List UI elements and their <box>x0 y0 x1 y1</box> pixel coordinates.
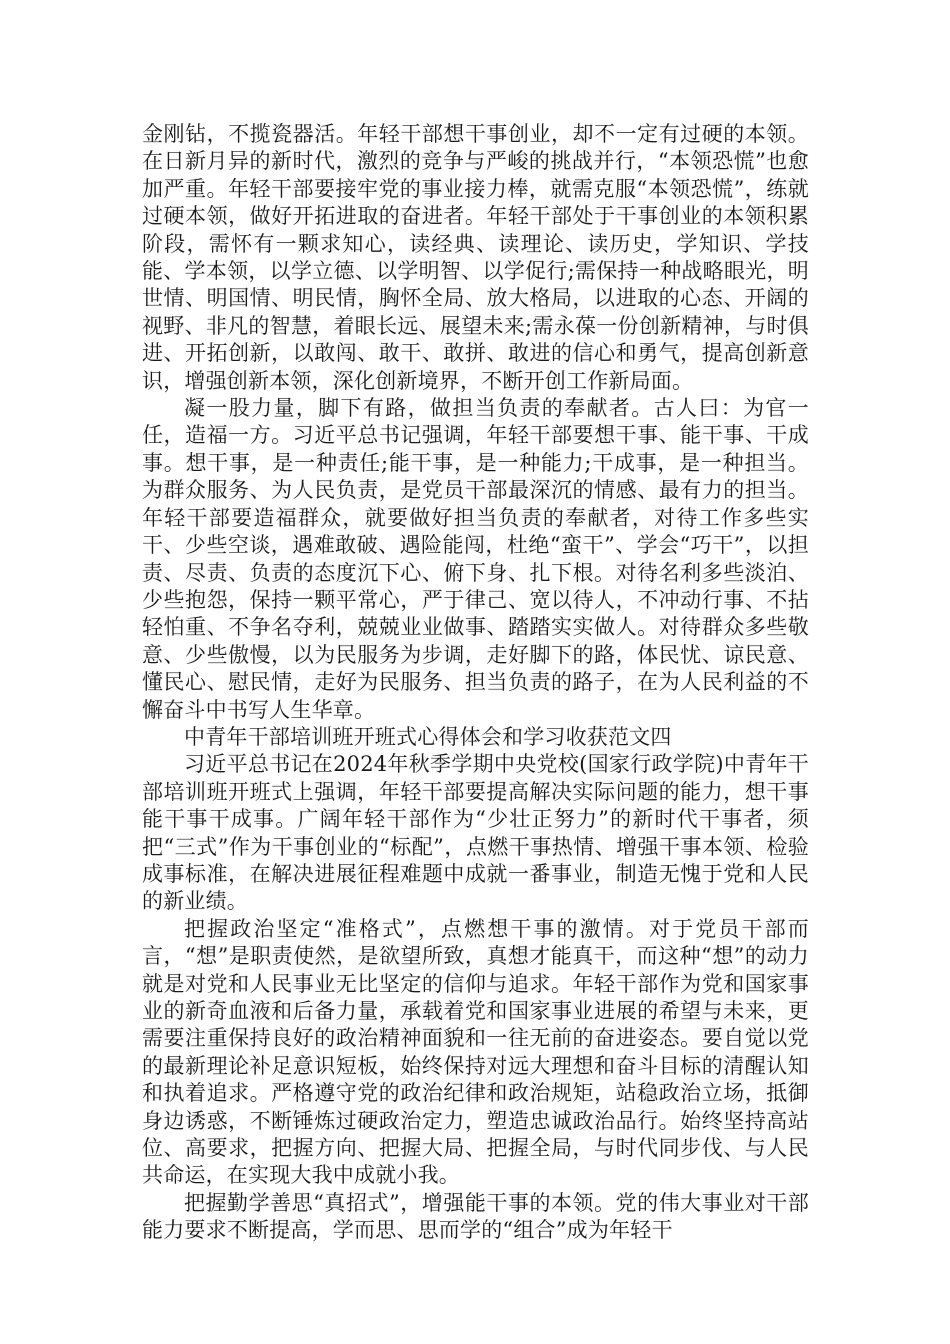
body-paragraph: 金刚钻，不揽瓷器活。年轻干部想干事创业，却不一定有过硬的本领。在日新月异的新时代，激烈的竞争与严峻的挑战并行，“本领恐慌”也愈加严重。年轻干部要接牢党的事业接力棒，就需克服“本领恐慌”，练就过硬本领，做好开拓进取的奋进者。年轻干部处于干事创业的本领积累阶段，需怀有一颗求知心，读经典、读理论、读历史，学知识、学技能、学本领，以学立德、以学明智、以学促行;需保持一种战略眼光，明世情、明国情、明民情，胸怀全局、放大格局，以进取的心态、开阔的视野、非凡的智慧，着眼长远、展望未来;需永葆一份创新精神，与时俱进、开拓创新，以敢闯、敢干、敢拼、敢进的信心和勇气，提高创新意识，增强创新本领，深化创新境界，不断开创工作新局面。 <box>142 122 809 393</box>
document-body <box>142 121 809 1245</box>
body-paragraph: 把握政治坚定“准格式”，点燃想干事的激情。对于党员干部而言，“想”是职责使然，是欲望所致，真想才能真干，而这种“想”的动力就是对党和人民事业无比坚定的信仰与追求。年轻干部作为党和国家事业的新奇血液和后备力量，承载着党和国家事业进展的希望与未来，更需要注重保持良好的政治精神面貌和一往无前的奋进姿态。要自觉以党的最新理论补足意识短板，始终保持对远大理想和奋斗目标的清醒认知和执着追求。严格遵守党的政治纪律和政治规矩，站稳政治立场，抵御身边诱惑，不断锤炼过硬政治定力，塑造忠诚政治品行。始终坚持高站位、高要求，把握方向、把握大局、把握全局，与时代同步伐、与人民共命运，在实现大我中成就小我。 <box>142 916 809 1188</box>
body-paragraph: 凝一股力量，脚下有路，做担当负责的奉献者。古人曰：为官一任，造福一方。习近平总书记强调，年轻干部要想干事、能干事、干成事。想干事，是一种责任;能干事，是一种能力;干成事，是一种担当。为群众服务、为人民负责，是党员干部最深沉的情感、最有力的担当。年轻干部要造福群众，就要做好担当负责的奉献者，对待工作多些实干、少些空谈，遇难敢破、遇险能闯，杜绝“蛮干”、学会“巧干”，以担责、尽责、负责的态度沉下心、俯下身、扎下根。对待名利多些淡泊、少些抱怨，保持一颗平常心，严于律己、宽以待人，不冲动行事、不拈轻怕重、不争名夺利，兢兢业业做事、踏踏实实做人。对待群众多些敬意、少些傲慢，以为民服务为步调，走好脚下的路，体民忧、谅民意、懂民心、慰民情，走好为民服务、担当负责的路子，在为人民利益的不懈奋斗中书写人生华章。 <box>142 396 809 722</box>
section-title: 中青年干部培训班开班式心得体会和学习收获范文四 <box>184 724 672 749</box>
body-paragraph: 把握勤学善思“真招式”，增强能干事的本领。党的伟大事业对干部能力要求不断提高，学而思、思而学的“组合”成为年轻干 <box>142 1190 809 1243</box>
body-paragraph: 习近平总书记在2024年秋季学期中央党校(国家行政学院)中青年干部培训班开班式上强调，年轻干部要提高解决实际问题的能力，想干事能干事干成事。广阔年轻干部作为“少壮正努力”的新时代干事者，须把“三式”作为干事创业的“标配”，点燃干事热情、增强干事本领、检验成事标准，在解决进展征程难题中成就一番事业，制造无愧于党和人民的新业绩。 <box>142 752 809 914</box>
